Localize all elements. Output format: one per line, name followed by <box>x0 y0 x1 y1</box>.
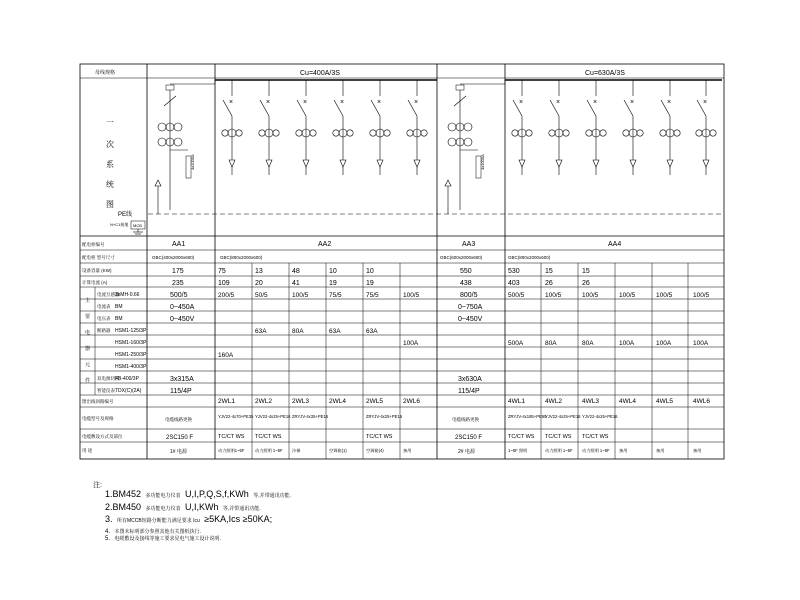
aa4-kw-cell: 530 <box>508 268 520 275</box>
aa2-cable-cell: YJV22-4x70+PE35 <box>218 414 254 419</box>
aa4-use-cell: 动力照明 1~5F <box>545 448 573 453</box>
note-part: 多功能电力仪表 <box>145 506 181 512</box>
aa1-ammeter: 0~450A <box>170 304 195 311</box>
load-triangle-icon <box>414 160 420 167</box>
ct-icon <box>674 130 680 136</box>
breaker-x-mark: × <box>630 99 635 106</box>
breaker-type: HSM1-160/3P <box>115 340 147 346</box>
aa2-use-cell: 空调箱(4) <box>366 448 384 453</box>
breaker-types <box>115 292 147 394</box>
aa2-feeder-cell: 2WL4 <box>329 398 346 405</box>
cabinet-id-aa3: AA3 <box>462 241 476 248</box>
aa2-use-cell: 空调箱(1) <box>329 448 347 453</box>
aa2-feeder-cell: 2WL5 <box>366 398 383 405</box>
diagram-vertical-label <box>106 118 114 209</box>
load-triangle-icon <box>229 160 235 167</box>
ct-icon <box>464 123 472 131</box>
side-char: 主 <box>85 298 91 304</box>
aa2-use-cell: 动力照明 1~5F <box>255 448 283 453</box>
aa2-a-cell: 20 <box>255 280 263 287</box>
cabinet-model-aa2: GBC(800x2000x600) <box>220 255 263 260</box>
aa3-voltmeter: 0~450V <box>458 316 483 323</box>
aa3-use: 2# 电源 <box>458 449 475 455</box>
row-label-voltmeter: 电压表 <box>97 316 111 321</box>
aa1-meter: 115/4P <box>170 388 192 395</box>
row-label-current: 计算电流 (A) <box>82 280 108 285</box>
aa4-cable-cell: YJV22-4x25+PE16 <box>582 414 618 419</box>
breaker-x-mark: × <box>703 99 708 106</box>
aa2-kw-cell: 10 <box>329 268 337 275</box>
aa2-brk3-cell: 160A <box>218 352 234 359</box>
ct-icon <box>370 130 376 136</box>
aa2-ct-cell: 100/5 <box>403 292 420 299</box>
outgoing-feeder-symbols <box>222 80 716 175</box>
aa2-kw-cell: 75 <box>218 268 226 275</box>
row-label-ct: 电流互感器 <box>97 292 120 297</box>
aa4-feeder-cell: 4WL3 <box>582 398 599 405</box>
ct-icon <box>448 138 456 146</box>
aa4-cells <box>508 268 710 454</box>
breaker-x-mark: × <box>556 99 561 106</box>
aa2-a-cell: 41 <box>292 280 300 287</box>
load-triangle-icon <box>266 160 272 167</box>
ct-icon <box>222 130 228 136</box>
ct-icon <box>310 130 316 136</box>
aa2-method-cell: TC/CT WS <box>366 434 393 440</box>
ct-icon <box>421 130 427 136</box>
meter-box-tag: MCB <box>133 223 142 228</box>
row-label-ammeter: 电流表 <box>97 304 111 309</box>
ct-icon <box>407 130 413 136</box>
load-triangle-icon <box>303 160 309 167</box>
transformer-label: 4x1000A <box>480 154 485 170</box>
aa2-ct-cell: 75/5 <box>366 292 379 299</box>
aa1-method: 2SC150 F <box>166 435 194 441</box>
aa4-a-cell: 26 <box>582 280 590 287</box>
aa1-current: 235 <box>172 280 184 287</box>
load-triangle-icon <box>703 160 709 167</box>
aa4-use-cell: 备用 <box>693 448 702 453</box>
note-part: 等,并带通讯功能. <box>222 506 261 512</box>
ct-icon <box>174 138 182 146</box>
cabinet-id-aa2: AA2 <box>318 241 332 248</box>
load-triangle-icon <box>667 160 673 167</box>
cabinet-model-aa3: GBC(600x2000x600) <box>440 255 483 260</box>
busbar-row-label: 母线规格 <box>95 70 116 76</box>
aa1-use: 1# 电源 <box>170 449 187 455</box>
aa2-brk1-cell: 63A <box>329 328 341 335</box>
ct-icon <box>333 130 339 136</box>
aa4-method-cell: TC/CT WS <box>545 434 572 440</box>
row-label-method: 电缆敷设方式及部位 <box>82 434 123 439</box>
aa2-a-cell: 19 <box>366 280 374 287</box>
aa2-feeder-cell: 2WL3 <box>292 398 309 405</box>
ct-icon <box>696 130 702 136</box>
pe-label: PE线 <box>118 212 133 218</box>
row-label-use: 用 途 <box>82 448 93 453</box>
aa4-use-cell: 备用 <box>619 448 628 453</box>
aa3-method: 2SC150 F <box>455 435 483 441</box>
vertical-char: 图 <box>106 200 114 209</box>
note-part: 3. <box>105 514 113 524</box>
aa3-cable: 电缆线路更换 <box>452 417 479 422</box>
aa1-values <box>165 268 195 455</box>
breaker-x-mark: × <box>303 99 308 106</box>
aa2-kw-cell: 13 <box>255 268 263 275</box>
busbar-left-spec: Cu=400A/3S <box>300 70 340 77</box>
aa4-use-cell: 备用 <box>656 448 665 453</box>
aa4-ct-cell: 100/5 <box>545 292 562 299</box>
ct-icon <box>448 123 456 131</box>
note-part: 1.BM452 <box>105 489 142 499</box>
ct-icon <box>158 138 166 146</box>
aa4-brk2-cell: 100A <box>656 340 672 347</box>
aa2-ct-cell: 100/5 <box>292 292 309 299</box>
ct-icon <box>512 130 518 136</box>
breaker-x-mark: × <box>667 99 672 106</box>
ct-icon <box>526 130 532 136</box>
aa3-kw: 550 <box>460 268 472 275</box>
cabinet-id-aa1: AA1 <box>172 241 186 248</box>
aa2-ct-cell: 75/5 <box>329 292 342 299</box>
note-part: 本图未标明部分参照其他有关图纸执行. <box>114 529 201 535</box>
note-part: 4. <box>105 529 111 535</box>
vertical-char: 一 <box>106 118 114 127</box>
side-char: 要 <box>85 314 91 320</box>
aa2-cable-cell: YJV22-4x25+PE16 <box>255 414 291 419</box>
breaker-type: 3xMH-0.66 <box>115 292 140 298</box>
aa1-ct: 500/5 <box>170 292 188 299</box>
row-label-breaker: 断路器 <box>97 328 111 333</box>
breaker-x-mark: × <box>340 99 345 106</box>
aa4-ct-cell: 100/5 <box>656 292 673 299</box>
aa2-cells <box>218 268 420 454</box>
vertical-char: 系 <box>106 160 114 169</box>
load-triangle-icon <box>593 160 599 167</box>
aa4-kw-cell: 15 <box>545 268 553 275</box>
breaker-type: HSM1-125/3P <box>115 328 147 334</box>
aa2-ct-cell: 50/5 <box>255 292 268 299</box>
note-part: 2.BM450 <box>105 502 142 512</box>
aa2-feeder-cell: 2WL6 <box>403 398 420 405</box>
ct-icon <box>660 130 666 136</box>
note-part: U,I,P,Q,S,f,KWh <box>184 489 249 499</box>
aa1-switch: 3x315A <box>170 376 194 383</box>
aa2-feeder-cell: 2WL2 <box>255 398 272 405</box>
row-label-cabinet-model: 配电柜 型号尺寸 <box>82 255 115 260</box>
note-part: 多功能电力仪表 <box>145 493 181 499</box>
note-part: 等,并带通讯功能. <box>253 493 292 499</box>
aa4-a-cell: 403 <box>508 280 520 287</box>
note-item <box>105 527 221 545</box>
load-triangle-icon <box>556 160 562 167</box>
aa4-cable-cell: YJV22-4x25+PE16 <box>545 414 581 419</box>
aa3-switch: 3x630A <box>458 376 482 383</box>
aa4-feeder-cell: 4WL1 <box>508 398 525 405</box>
note-part: 所有MCCB短路分断能力满足要求 Icu <box>116 518 200 524</box>
row-label-ats: 双电源切换 <box>97 376 120 381</box>
aa4-ct-cell: 100/5 <box>693 292 710 299</box>
aa2-brk1-cell: 63A <box>366 328 378 335</box>
aa4-feeder-cell: 4WL4 <box>619 398 636 405</box>
aa2-use-cell: 动力照明1~5F <box>218 448 245 453</box>
breaker-type: TDX(C)(2A) <box>115 388 142 394</box>
breaker-x-mark: × <box>266 99 271 106</box>
aa2-feeder-cell: 2WL1 <box>218 398 235 405</box>
breaker-x-mark: × <box>593 99 598 106</box>
aa4-brk2-cell: 80A <box>545 340 557 347</box>
breaker-x-mark: × <box>377 99 382 106</box>
aa2-kw-cell: 48 <box>292 268 300 275</box>
ct-icon <box>236 130 242 136</box>
aa4-kw-cell: 15 <box>582 268 590 275</box>
incoming-tag-box <box>456 85 464 90</box>
aa3-ct: 800/5 <box>460 292 478 299</box>
ct-icon <box>623 130 629 136</box>
vertical-char: 次 <box>106 140 114 149</box>
note-part: 5. <box>105 536 111 542</box>
load-triangle-icon <box>630 160 636 167</box>
ct-icon <box>710 130 716 136</box>
aa2-a-cell: 19 <box>329 280 337 287</box>
aa4-use-cell: 动力照明 1~5F <box>582 448 610 453</box>
ct-icon <box>600 130 606 136</box>
aa2-method-cell: TC/CT WS <box>255 434 282 440</box>
aa3-values <box>452 268 483 455</box>
ct-icon <box>563 130 569 136</box>
breaker-type: HSM1-250/3P <box>115 352 147 358</box>
aa2-brk1-cell: 63A <box>255 328 267 335</box>
ct-icon <box>637 130 643 136</box>
aa4-method-cell: TC/CT WS <box>508 434 535 440</box>
note-part: 电缆敷设及接线等施工要求见电气施工设计说明. <box>114 536 221 542</box>
aa2-brk1-cell: 80A <box>292 328 304 335</box>
breaker-type: BM <box>115 316 123 322</box>
busbar-right-spec: Cu=630A/3S <box>585 70 625 77</box>
ct-icon <box>158 123 166 131</box>
aa4-brk2-cell: 100A <box>693 340 709 347</box>
aa4-brk2-cell: 100A <box>619 340 635 347</box>
transformer-label: 4x1000A <box>190 154 195 170</box>
aa4-feeder-cell: 4WL6 <box>693 398 710 405</box>
aa4-use-cell: 1~5F 照明 <box>508 448 528 453</box>
aa4-ct-cell: 500/5 <box>508 292 525 299</box>
arrester-icon <box>155 180 161 186</box>
ct-icon <box>259 130 265 136</box>
load-triangle-icon <box>377 160 383 167</box>
aa4-brk2-cell: 500A <box>508 340 524 347</box>
aa2-cable-cell: ZRYJV-4x35+PE16 <box>292 414 329 419</box>
cabinet-id-aa4: AA4 <box>608 241 622 248</box>
aa3-meter: 115/4P <box>458 388 480 395</box>
ground-icon <box>133 229 143 234</box>
row-label-capacity: 设备容量 (KW) <box>82 268 112 273</box>
aa2-cable-cell: ZRYJV-4x25+PE16 <box>366 414 403 419</box>
breaker-type: HSM1-400/3P <box>115 364 147 370</box>
breaker-type: BM <box>115 304 123 310</box>
note-part: U,I,KWh <box>184 502 219 512</box>
ct-icon <box>273 130 279 136</box>
breaker-x-mark: × <box>414 99 419 106</box>
ct-icon <box>384 130 390 136</box>
aa2-a-cell: 109 <box>218 280 230 287</box>
aa2-use-cell: 冷梯 <box>292 448 301 453</box>
ct-icon <box>347 130 353 136</box>
ct-icon <box>296 130 302 136</box>
incoming-feeder-symbols <box>155 80 505 214</box>
vertical-char: 统 <box>106 180 114 189</box>
ct-icon <box>586 130 592 136</box>
aa3-ammeter: 0~750A <box>458 304 483 311</box>
row-label-meter: 智能仪表 <box>97 388 115 393</box>
load-triangle-icon <box>340 160 346 167</box>
aa2-brk2-cell: 100A <box>403 340 419 347</box>
row-label-feeder-no: 馈出线回路编号 <box>82 399 114 404</box>
aa2-use-cell: 备用 <box>403 448 412 453</box>
ct-icon <box>464 138 472 146</box>
side-char: 件 <box>85 378 91 384</box>
note-part: ≥5KA,Ics ≥50KA; <box>204 514 273 524</box>
aa1-kw: 175 <box>172 268 184 275</box>
aa4-a-cell: 26 <box>545 280 553 287</box>
side-char: 元 <box>85 362 91 368</box>
aa3-current: 438 <box>460 280 472 287</box>
aa4-feeder-cell: 4WL2 <box>545 398 562 405</box>
aa4-ct-cell: 100/5 <box>619 292 636 299</box>
side-char: 电 <box>85 330 91 336</box>
notes-heading: 注: <box>93 482 102 489</box>
ct-icon <box>174 123 182 131</box>
aa2-kw-cell: 10 <box>366 268 374 275</box>
cabinet-model-aa4: GBC(800x2000x600) <box>508 255 551 260</box>
aa4-ct-cell: 100/5 <box>582 292 599 299</box>
aa2-ct-cell: 200/5 <box>218 292 235 299</box>
breaker-type: FB-400/3P <box>115 376 139 382</box>
aa1-voltmeter: 0~450V <box>170 316 195 323</box>
aa1-cable: 电缆线路更换 <box>165 417 192 422</box>
aa4-method-cell: TC/CT WS <box>582 434 609 440</box>
row-label-cable: 电缆型号及规格 <box>82 416 114 421</box>
breaker-x-mark: × <box>519 99 524 106</box>
arrester-icon <box>445 180 451 186</box>
row-label-cabinet-no: 配电柜编号 <box>82 242 105 247</box>
aa4-cable-cell: ZRYJV-4x185+PE95 <box>508 414 547 419</box>
aa4-brk2-cell: 80A <box>582 340 594 347</box>
incoming-tag-box <box>166 85 174 90</box>
load-triangle-icon <box>519 160 525 167</box>
side-char: 器 <box>85 346 91 352</box>
breaker-x-mark: × <box>229 99 234 106</box>
aa4-feeder-cell: 4WL5 <box>656 398 673 405</box>
ct-icon <box>549 130 555 136</box>
aa2-method-cell: TC/CT WS <box>218 434 245 440</box>
cabinet-model-aa1: GBC(400x2000x600) <box>152 255 195 260</box>
n-label: N+C1接地 <box>110 222 129 227</box>
